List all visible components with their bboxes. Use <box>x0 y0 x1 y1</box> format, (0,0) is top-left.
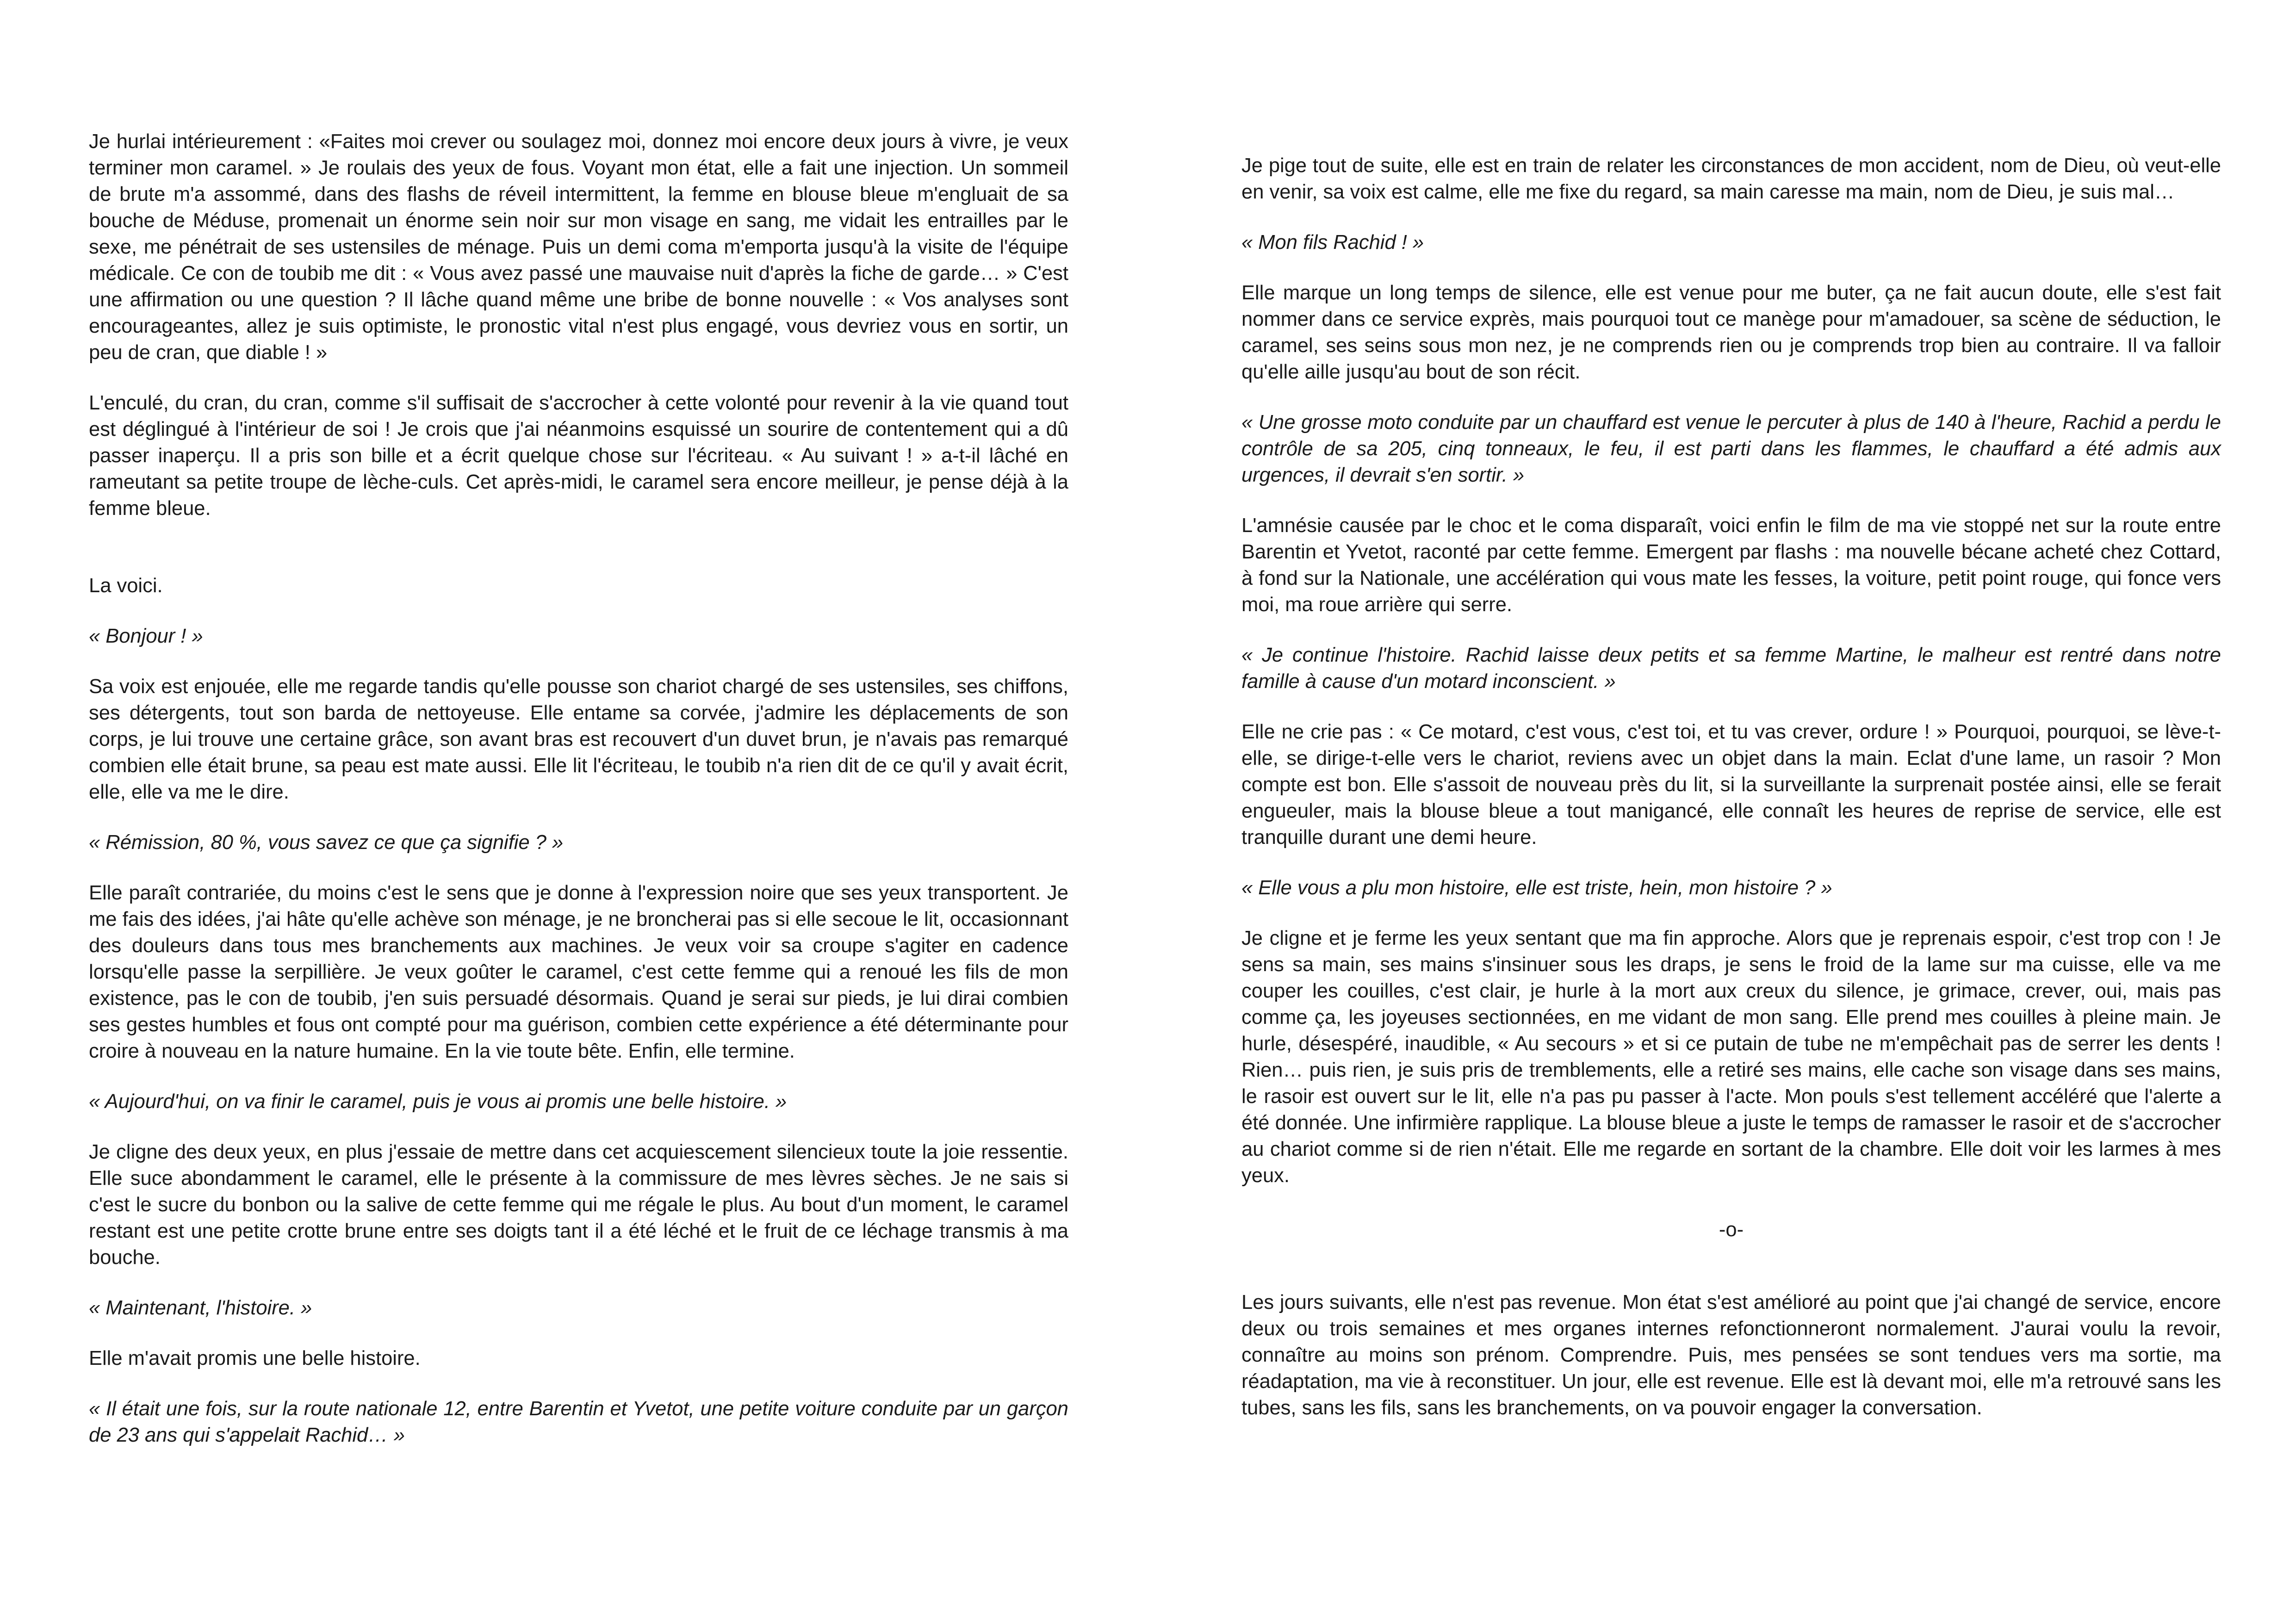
paragraph: Elle m'avait promis une belle histoire. <box>89 1347 421 1369</box>
paragraph: L'amnésie causée par le choc et le coma disparaît, voici enfin le film de ma vie stoppé net sur la route entre Barentin et Yvetot, raconté par cette femme. Emergent par flashs : ma nouvelle bécane acheté chez Cottard, à fond sur la Nationale, une accélération qui vous mate les fesses, la voiture, petit point rouge, qui fonce vers moi, ma roue arrière qui serre. <box>1241 514 2221 616</box>
paragraph: Les jours suivants, elle n'est pas revenue. Mon état s'est amélioré au point que j'ai changé de service, encore deux ou trois semaines et mes organes internes refonctionneront normalement. J'aurai voulu la revoir, connaître au moins son prénom. Comprendre. Puis, mes pensées se sont tendues vers ma sortie, ma réadaptation, ma vie à reconstituer. Un jour, elle est revenue. Elle est là devant moi, elle m'a retrouvé sans les tubes, sans les fils, sans les branchements, on va pouvoir engager la conversation. <box>1241 1291 2221 1419</box>
paragraph: Elle marque un long temps de silence, elle est venue pour me buter, ça ne fait aucun doute, elle s'est fait nommer dans ce service exprès, mais pourquoi tout ce manège pour m'amadouer, sa scène de séduction, le caramel, ses seins sous mon nez, je ne comprends rien ou je comprends trop bien au contraire. Il va falloir qu'elle aille jusqu'au bout de son récit. <box>1241 282 2221 383</box>
dialogue-line: « Rémission, 80 %, vous savez ce que ça signifie ? » <box>89 831 564 854</box>
paragraph: Je cligne des deux yeux, en plus j'essaie de mettre dans cet acquiescement silencieux toute la joie ressentie. Elle suce abondamment le caramel, elle le présente à la commissure de mes lèvres sèches. Je ne sais si c'est le sucre du bonbon ou la salive de cette femme qui me régale le plus. Au bout d'un moment, le caramel restant est une petite crotte brune entre ses doigts tant il a été léché et le fruit de ce léchage transmis à ma bouche. <box>89 1141 1068 1269</box>
dialogue-line: « Je continue l'histoire. Rachid laisse deux petits et sa femme Martine, le malheur est rentré dans notre famille à cause d'un motard inconscient. » <box>1241 644 2221 693</box>
paragraph: Je cligne et je ferme les yeux sentant que ma fin approche. Alors que je reprenais espoir, c'est trop con ! Je sens sa main, ses mains s'insinuer sous les draps, je sens le froid de la lame sur ma cuisse, elle va me couper les couilles, c'est clair, je hurle à la mort aux creux du silence, je grimace, crever, oui, mais pas comme ça, les joyeuses sectionnées, en me vidant de mon sang. Elle prend mes couilles à pleine main. Je hurle, désespéré, inaudible, « Au secours » et si ce putain de tube ne m'empêchait pas de serrer les dents ! Rien… puis rien, je suis pris de tremblements, elle a retiré ses mains, elle cache son visage dans ses mains, le rasoir est ouvert sur le lit, elle n'a pas pu passer à l'acte. Mon pouls s'est tellement accéléré que l'alerte a été donnée. Une infirmière rapplique. La blouse bleue a juste le temps de ramasser le rasoir et de s'accrocher au chariot comme si de rien n'était. Elle me regarde en sortant de la chambre. Elle doit voir les larmes à mes yeux. <box>1241 927 2221 1187</box>
paragraph: Sa voix est enjouée, elle me regarde tandis qu'elle pousse son chariot chargé de ses ustensiles, ses chiffons, ses détergents, tout son barda de nettoyeuse. Elle entame sa corvée, j'admire les déplacements de son corps, je lui trouve une certaine grâce, son avant bras est recouvert d'un duvet brun, je n'avais pas remarqué combien elle était brune, sa peau est mate aussi. Elle lit l'écriteau, le toubib n'a rien dit de ce qu'il y avait écrit, elle, elle va me le dire. <box>89 675 1068 803</box>
paragraph: La voici. <box>89 575 163 597</box>
dialogue-line: « Maintenant, l'histoire. » <box>89 1297 312 1319</box>
paragraph: Je hurlai intérieurement : «Faites moi crever ou soulagez moi, donnez moi encore deux jours à vivre, je veux terminer mon caramel. » Je roulais des yeux de fous. Voyant mon état, elle a fait une injection. Un sommeil de brute m'a assommé, dans des flashs de réveil intermittent, la femme en blouse bleue m'engluait de sa bouche de Méduse, promenait un énorme sein noir sur mon visage en sang, me vidait les entrailles par le sexe, me pénétrait de ses ustensiles de ménage. Puis un demi coma m'emporta jusqu'à la visite de l'équipe médicale. Ce con de toubib me dit : « Vous avez passé une mauvaise nuit d'après la fiche de garde… » C'est une affirmation ou une question ? Il lâche quand même une bribe de bonne nouvelle : « Vos analyses sont encourageantes, allez je suis optimiste, le pronostic vital n'est plus engagé, vous devriez vous en sortir, un peu de cran, que diable ! » <box>89 130 1068 364</box>
dialogue-line: « Elle vous a plu mon histoire, elle est triste, hein, mon histoire ? » <box>1241 877 1832 899</box>
right-page-column <box>1241 153 2221 1445</box>
dialogue-line: « Bonjour ! » <box>89 625 203 647</box>
dialogue-line: « Il était une fois, sur la route nationale 12, entre Barentin et Yvetot, une petite voiture conduite par un garçon de 23 ans qui s'appelait Rachid… » <box>89 1398 1068 1446</box>
paragraph: Je pige tout de suite, elle est en train de relater les circonstances de mon accident, nom de Dieu, où veut-elle en venir, sa voix est calme, elle me fixe du regard, sa main caresse ma main, nom de Dieu, je suis mal… <box>1241 155 2221 203</box>
paragraph: L'enculé, du cran, du cran, comme s'il suffisait de s'accrocher à cette volonté pour revenir à la vie quand tout est déglingué à l'intérieur de soi ! Je crois que j'ai néanmoins esquissé un sourire de contentement qui a dû passer inaperçu. Il a pris son bille et a écrit quelque chose sur l'écriteau. « Au suivant ! » a-t-il lâché en rameutant sa petite troupe de lèche-culs. Cet après-midi, le caramel sera encore meilleur, je pense déjà à la femme bleue. <box>89 392 1068 520</box>
paragraph: Elle paraît contrariée, du moins c'est le sens que je donne à l'expression noire que ses yeux transportent. Je me fais des idées, j'ai hâte qu'elle achève son ménage, je ne broncherai pas si elle secoue le lit, occasionnant des douleurs dans tous mes branchements aux machines. Je veux voir sa croupe s'agiter en cadence lorsqu'elle passe la serpillière. Je veux goûter le caramel, c'est cette femme qui a renoué les fils de mon existence, pas le con de toubib, j'en suis persuadé désormais. Quand je serai sur pieds, je lui dirai combien ses gestes humbles et fous ont compté pour ma guérison, combien cette expérience a été déterminante pour croire à nouveau en la nature humaine. En la vie toute bête. Enfin, elle termine. <box>89 882 1068 1062</box>
section-separator: -o- <box>1719 1219 1744 1241</box>
dialogue-line: « Aujourd'hui, on va finir le caramel, puis je vous ai promis une belle histoire. » <box>89 1090 787 1113</box>
dialogue-line: « Une grosse moto conduite par un chauffard est venue le percuter à plus de 140 à l'heure, Rachid a perdu le contrôle de sa 205, cinq tonneaux, le feu, il est parti dans les flammes, le chauffard a été admis aux urgences, il devrait s'en sortir. » <box>1241 411 2221 486</box>
paragraph: Elle ne crie pas : « Ce motard, c'est vous, c'est toi, et tu vas crever, ordure ! » Pourquoi, pourquoi, se lève-t-elle, se dirige-t-elle vers le chariot, reviens avec un objet dans la main. Eclat d'une lame, un rasoir ? Mon compte est bon. Elle s'assoit de nouveau près du lit, si la surveillante la surprenait postée ainsi, elle se ferait engueuler, mais la blouse bleue a tout manigancé, elle connaît les heures de reprise de service, elle est tranquille durant une demi heure. <box>1241 721 2221 849</box>
left-page-column <box>89 129 1068 1473</box>
dialogue-line: « Mon fils Rachid ! » <box>1241 231 1424 254</box>
